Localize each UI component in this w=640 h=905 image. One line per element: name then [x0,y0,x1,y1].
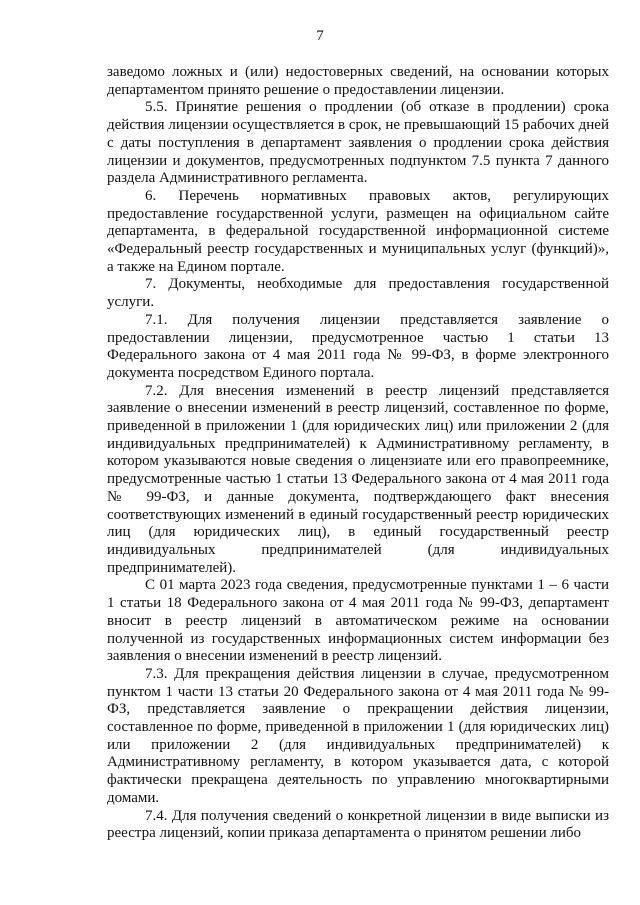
paragraph-continuation: заведомо ложных и (или) недостоверных сведений, на основании которых департаментом принято решение о предоставлении лицензии. [107,64,609,98]
paragraph-7-4: 7.4. Для получения сведений о конкретной лицензии в виде выписки из реестра лицензий, копии приказа департамента о принятом решении либо [107,807,609,842]
paragraph-2023: С 01 марта 2023 года сведения, предусмотренные пунктами 1 – 6 части 1 статьи 18 Федерального закона от 4 мая 2011 года № 99-ФЗ, департамент вносит в реестр лицензий в автоматическом режиме на основании полученной из государственных информационных систем информации без заявления о внесении изменений в реестр лицензий. [107,577,609,665]
paragraph-7-3: 7.3. Для прекращения действия лицензии в случае, предусмотренном пунктом 1 части 13 статьи 20 Федерального закона от 4 мая 2011 года № 99-ФЗ, представляется заявление о прекращении действия лицензии, составленное по форме, приведенной в приложении 1 (для юридических лиц) или приложении 2 (для индивидуальных предпринимателей) к Административному регламенту, в котором указывается дата, с которой фактически прекращена деятельность по управлению многоквартирными домами. [107,665,609,806]
page-number: 7 [316,28,324,44]
paragraph-7-2: 7.2. Для внесения изменений в реестр лицензий представляется заявление о внесении изменений в реестр лицензий, составленное по форме, приведенной в приложении 1 (для юридических лиц) или приложении 2 (для индивидуальных предпринимателей) к Административному регламенту, в котором указываются новые сведения о лицензиате или его правопреемнике, предусмотренные частью 1 статьи 13 Федерального закона от 4 мая 2011 года № 99-ФЗ, и данные документа, подтверждающего факт внесения соответствующих изменений в единый государственный реестр юридических лиц (для юридических лиц), в единый государственный реестр индивидуальных предпринимателей (для индивидуальных предпринимателей). [107,382,609,576]
paragraph-7: 7. Документы, необходимые для предоставления государственной услуги. [107,276,609,311]
document-body [107,64,609,843]
paragraph-6: 6. Перечень нормативных правовых актов, регулирующих предоставление государственной услуги, размещен на официальном сайте департамента, в федеральной государственной информационной системе «Федеральный реестр государственных и муниципальных услуг (функций)», а также на Едином портале. [107,187,609,275]
paragraph-5-5: 5.5. Принятие решения о продлении (об отказе в продлении) срока действия лицензии осуществляется в срок, не превышающий 15 рабочих дней с даты поступления в департамент заявления о продлении срока действия лицензии и документов, предусмотренных подпунктом 7.5 пункта 7 данного раздела Административного регламента. [107,99,609,187]
paragraph-7-1: 7.1. Для получения лицензии представляется заявление о предоставлении лицензии, предусмотренное частью 1 статьи 13 Федерального закона от 4 мая 2011 года № 99-ФЗ, в форме электронного документа посредством Единого портала. [107,311,609,381]
